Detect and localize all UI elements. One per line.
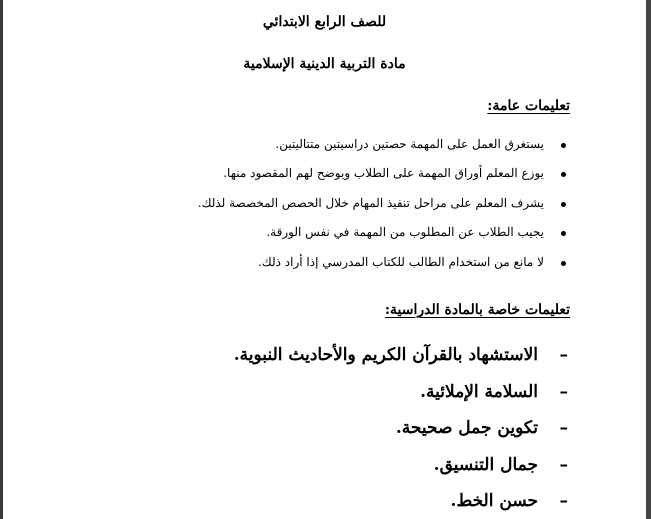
dash-marker: – (559, 454, 568, 475)
subject-instructions-list (234, 343, 570, 519)
general-instructions-list (198, 134, 570, 281)
list-item-text: جمال التنسيق. (433, 454, 538, 475)
general-instructions-heading: تعليمات عامة: (487, 98, 570, 114)
bullet-icon (561, 143, 566, 148)
list-item (198, 252, 570, 281)
dash-marker: – (559, 491, 568, 512)
grade-title: للصف الرابع الابتدائي (262, 14, 387, 30)
list-item-text: يستغرق العمل على المهمة حصتين دراسيتين متتاليتين. (275, 137, 544, 151)
list-item (198, 163, 570, 192)
list-item-text: حسن الخط. (450, 491, 538, 512)
dash-marker: – (559, 345, 568, 365)
list-item-text: يجيب الطلاب عن المطلوب من المهمة في نفس الورقة. (266, 225, 544, 240)
list-item (234, 453, 570, 490)
list-item (234, 380, 570, 417)
list-item (198, 134, 570, 163)
list-item (198, 193, 570, 222)
subject-title: مادة التربية الدينية الإسلامية (243, 56, 406, 72)
list-item-text: الاستشهاد بالقرآن الكريم والأحاديث النبوية. (233, 345, 538, 365)
list-item (234, 489, 570, 519)
subject-instructions-heading: تعليمات خاصة بالمادة الدراسية: (384, 302, 570, 318)
list-item-text: يوزع المعلم أوراق المهمة على الطلاب ويوضح لهم المقصود منها. (223, 166, 544, 181)
list-item (198, 222, 570, 251)
bullet-icon (561, 261, 566, 266)
list-item-text: يشرف المعلم على مراحل تنفيذ المهام خلال الحصص المخصصة لذلك. (197, 195, 544, 210)
window-right-scrollbar[interactable] (646, 0, 651, 519)
list-item (234, 343, 570, 380)
dash-marker: – (559, 418, 568, 439)
dash-marker: – (559, 381, 568, 402)
list-item (234, 416, 570, 453)
bullet-icon (561, 172, 566, 177)
bullet-icon (561, 202, 566, 207)
list-item-text: السلامة الإملائية. (420, 381, 538, 402)
list-item-text: لا مانع من استخدام الطالب للكتاب المدرسي إذا أراد ذلك. (258, 254, 544, 269)
list-item-text: تكوين جمل صحيحة. (395, 418, 538, 439)
bullet-icon (561, 231, 566, 236)
document-page (3, 0, 646, 519)
